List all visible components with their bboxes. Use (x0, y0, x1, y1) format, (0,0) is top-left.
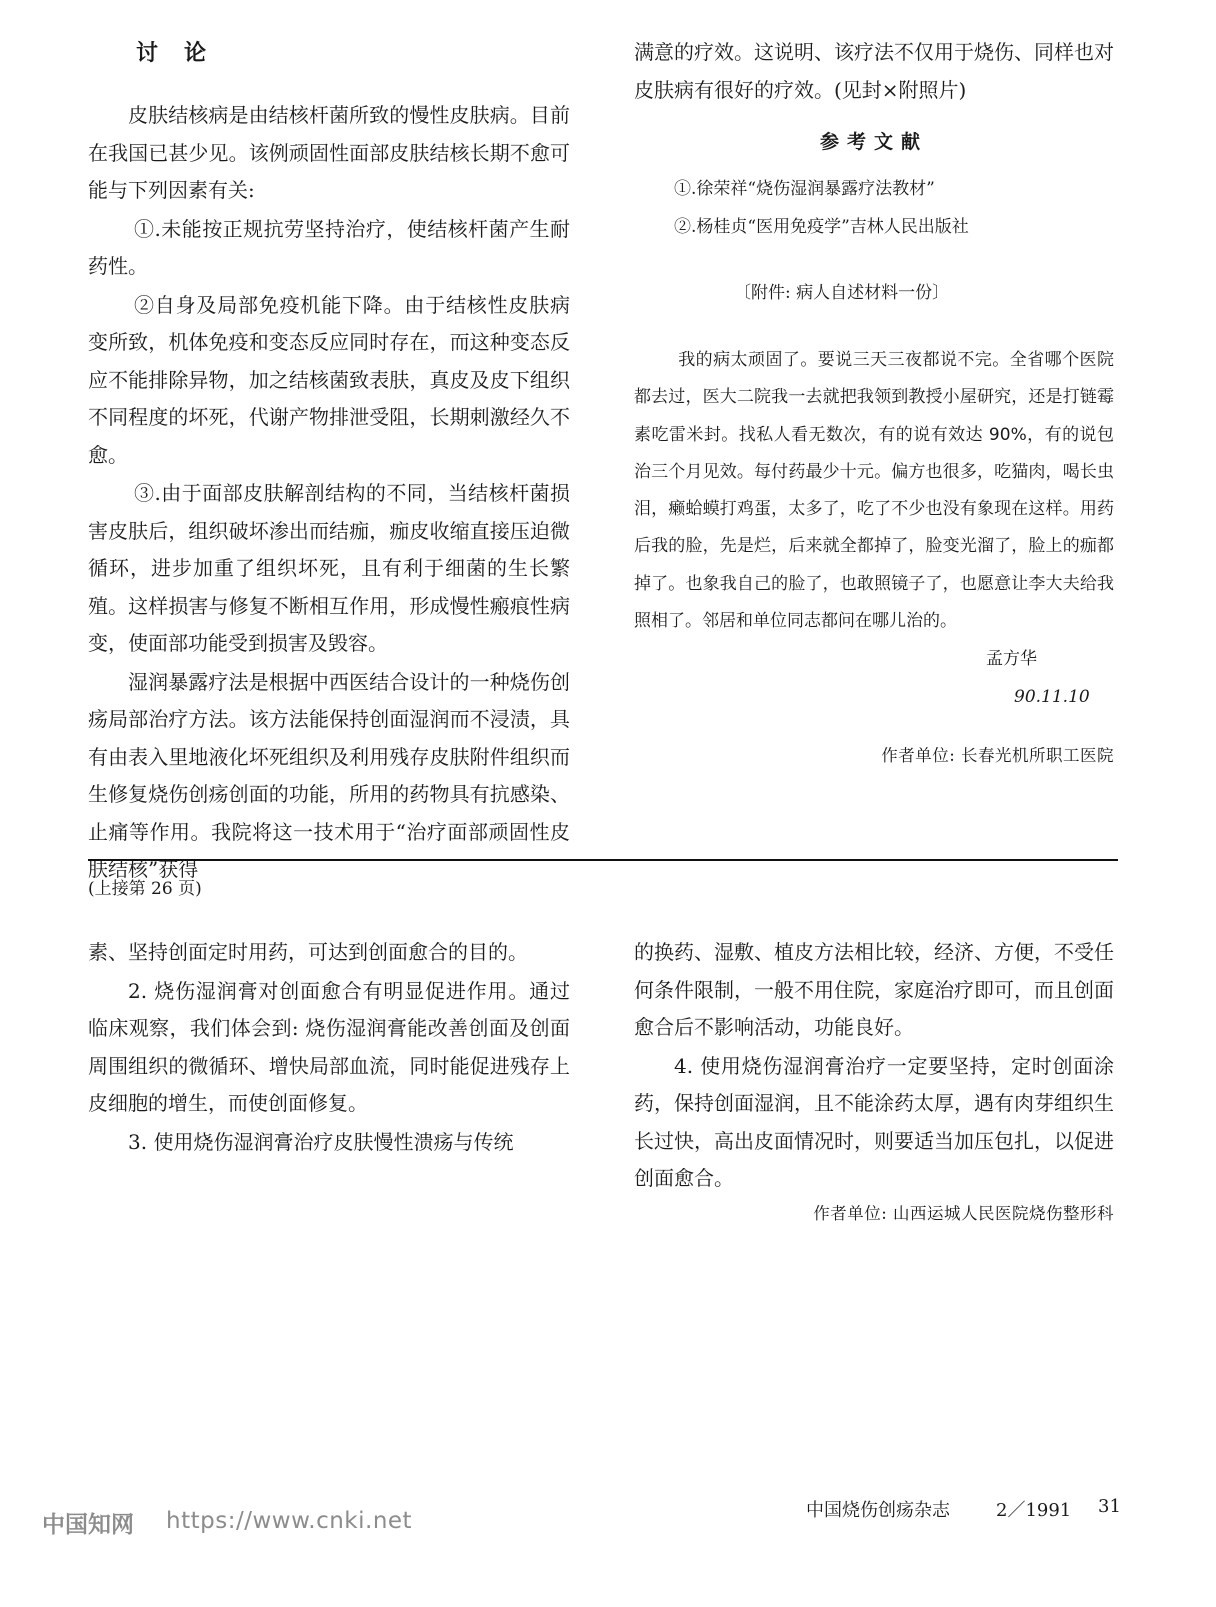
body-paragraph: 的换药、湿敷、植皮方法相比较，经济、方便，不受任何条件限制，一般不用住院，家庭治疗即可，而且创面愈合后不影响活动，功能良好。 (634, 940, 1114, 1039)
appendix-title: 〔附件: 病人自述材料一份〕 (734, 283, 950, 303)
section-divider (88, 859, 1118, 861)
bottom-right-column (634, 934, 1114, 1224)
issue-number: 2／1991 (996, 1500, 1072, 1521)
body-paragraph: 4. 使用烧伤湿润膏治疗一定要坚持，定时创面涂药，保持创面湿润，且不能涂药太厚，遇有肉芽组织生长过快，高出皮面情况时，则要适当加压包扎，以促进创面愈合。 (634, 1053, 1114, 1190)
author-unit: 作者单位: 长春光机所职工医院 (881, 746, 1114, 766)
discussion-heading: 讨 论 (136, 40, 209, 66)
cnki-watermark-brand: 中国知网 (42, 1512, 134, 1538)
body-paragraph: ③.由于面部皮肤解剖结构的不同，当结核杆菌损害皮肤后，组织破坏渗出而结痂，痂皮收缩直接压迫微循环，进步加重了组织坏死，且有利于细菌的生长繁殖。这样损害与修复不断相互作用，形成慢性瘢痕性病变，使面部功能受到损害及毁容。 (88, 481, 570, 655)
body-paragraph: 素、坚持创面定时用药，可达到创面愈合的目的。 (88, 940, 528, 964)
cnki-watermark-url: https://www.cnki.net (166, 1508, 413, 1534)
page-number: 31 (1098, 1496, 1121, 1517)
signature-name: 孟方华 (986, 649, 1037, 670)
reference-item: ①.徐荣祥“烧伤湿润暴露疗法教材” (674, 179, 935, 199)
continuation-paragraph: 满意的疗效。这说明、该疗法不仅用于烧伤、同样也对皮肤病有很好的疗效。(见封×附照片) (634, 40, 1114, 102)
reference-item: ②.杨桂贞“医用免疫学”吉林人民出版社 (674, 217, 969, 237)
continued-from-note: (上接第 26 页) (88, 879, 202, 899)
appendix-text: 我的病太顽固了。要说三天三夜都说不完。全省哪个医院都去过，医大二院我一去就把我领到教授小屋研究，还是打链霉素吃雷米封。找私人看无数次，有的说有效达 90%，有的说包治三个月见效。每付药最少十元。偏方也很多，吃猫肉，喝长虫泪，癞蛤蟆打鸡蛋，太多了，吃了不少也没有象现在这样。用药后我的脸，先是烂，后来就全都掉了，脸变光溜了，脸上的痂都掉了。也象我自己的脸了，也敢照镜子了，也愿意让李大夫给我照相了。邻居和单位同志都问在哪儿治的。 (634, 350, 1114, 632)
body-paragraph: 3. 使用烧伤湿润膏治疗皮肤慢性溃疡与传统 (128, 1129, 514, 1154)
body-paragraph: 湿润暴露疗法是根据中西医结合设计的一种烧伤创疡局部治疗方法。该方法能保持创面湿润而不浸渍，具有由表入里地液化坏死组织及利用残存皮肤附件组织而生修复烧伤创疡创面的功能，所用的药物具有抗感染、止痛等作用。我院将这一技术用于“治疗面部顽固性皮肤结核”获得 (88, 669, 570, 881)
signature-date: 90.11.10 (1014, 687, 1090, 708)
body-paragraph: 2. 烧伤湿润膏对创面愈合有明显促进作用。通过临床观察，我们体会到: 烧伤湿润膏能改善创面及创面周围组织的微循环、增快局部血流，同时能促进残存上皮细胞的增生，而使创面修复。 (88, 978, 570, 1115)
journal-name: 中国烧伤创疡杂志 (806, 1500, 950, 1521)
bottom-left-column (88, 934, 570, 1161)
top-right-column (634, 34, 1114, 766)
body-paragraph: ②自身及局部免疫机能下降。由于结核性皮肤病变所致，机体免疫和变态反应同时存在，而这种变态反应不能排除异物，加之结核菌致表肤，真皮及皮下组织不同程度的坏死，代谢产物排泄受阻，长期刺激经久不愈。 (88, 292, 570, 467)
author-unit: 作者单位: 山西运城人民医院烧伤整形科 (813, 1203, 1114, 1223)
references-title: 参考文献 (819, 131, 928, 153)
top-left-column (88, 36, 570, 889)
body-paragraph: ①.未能按正规抗劳坚持治疗，使结核杆菌产生耐药性。 (88, 216, 570, 278)
body-paragraph: 皮肤结核病是由结核杆菌所致的慢性皮肤病。目前在我国已甚少见。该例顽固性面部皮肤结核长期不愈可能与下列因素有关: (88, 103, 570, 202)
